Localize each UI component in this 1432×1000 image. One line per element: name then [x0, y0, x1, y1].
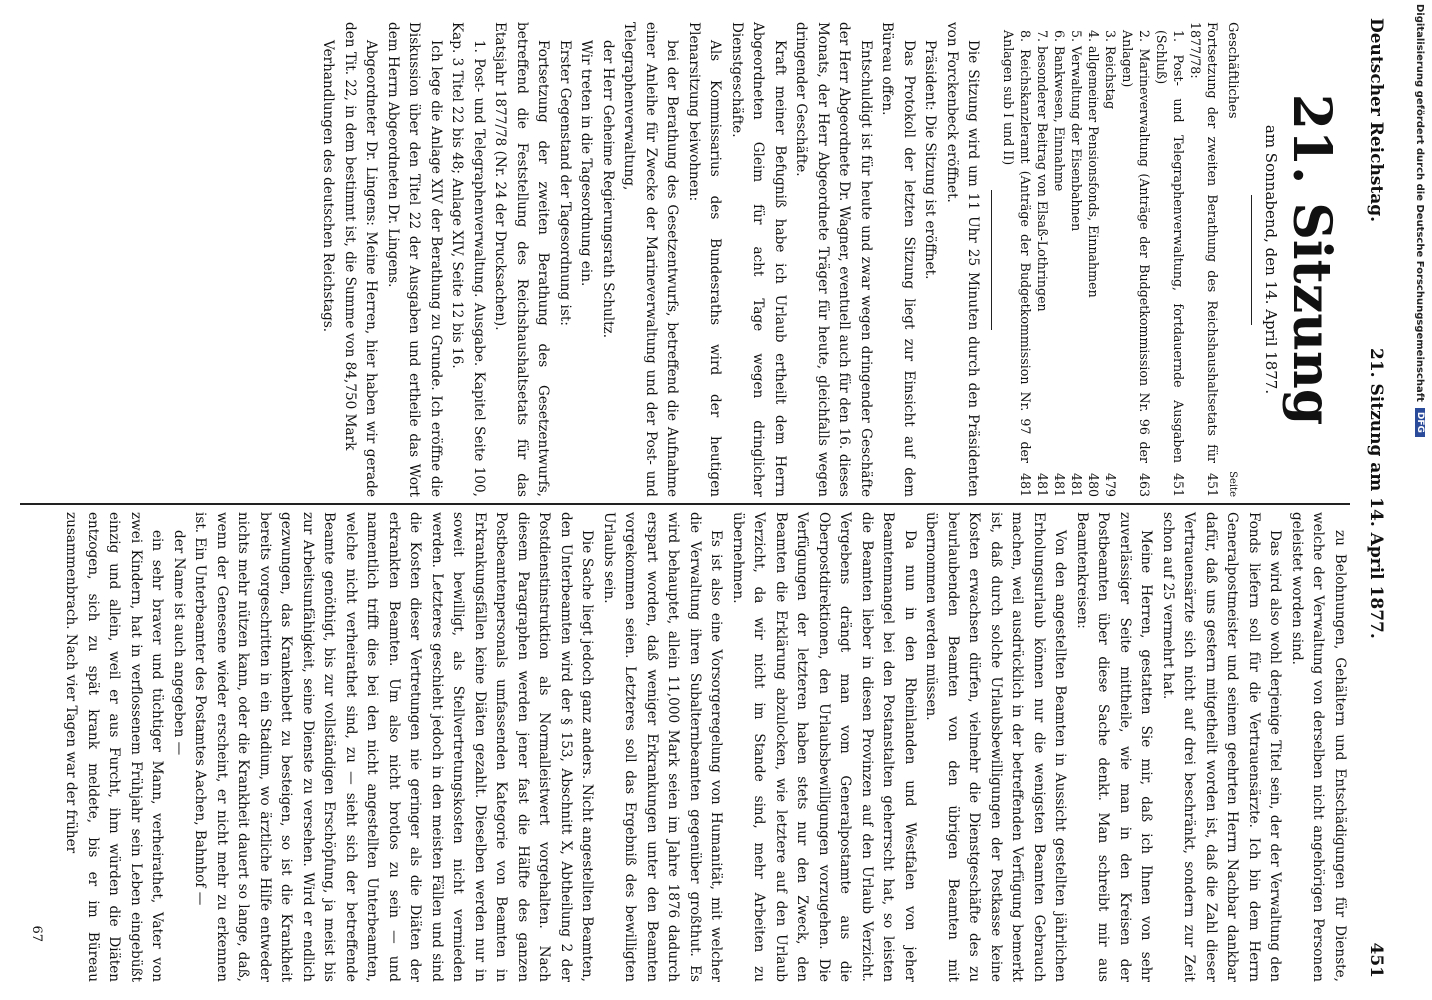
table-of-contents [1001, 22, 1244, 497]
contents-item-page: 481 [1069, 472, 1085, 497]
paragraph: Da nun in den Rheinlanden und Westfalen von jeher Beamtenmangel bei den Postanstalten geherrscht hat, so leisten die Beamten lieber in diesen Provinzen auf den Urlaub Verzicht. Vergebens drängt man vom Generalpostamte aus die Oberpostdirektionen, den Urlaubsbewilligungen vorzugehen. Die Verfügungen der letzteren haben stets nur den Zweck, den Beamten die Erklärung abzulocken, wie letztere auf den Urlaub Verzicht, da wir nicht im Stande sind, mehr Arbeiten zu übernehmen. [730, 512, 918, 982]
paragraph: zu Belohnungen, Gehältern und Entschädigungen für Dienste, welche der Verwaltung von derselben nicht angehörigen Personen geleistet worden sind. [1289, 512, 1348, 982]
paragraph: Es ist also eine Vorsorgeregelung von Humanität, mit welcher die Verwaltung ihren Subalternbeamten gegenüber großthut. Es wird behauptet, allein 11,000 Mark seien im Jahre 1876 dadurch erspart worden, daß weniger Erkrankungen unter den Beamten vorgekommen seien. Letzteres soll das Ergebniß des bewilligten Urlaubs sein. [601, 512, 725, 982]
digitization-credit [1408, 0, 1432, 1000]
header-page-number: 451 [1366, 942, 1386, 978]
paragraph: Wir treten in die Tagesordnung ein. [578, 40, 595, 287]
dfg-logo: DFG [1415, 408, 1425, 437]
paragraph: Verhandlungen des deutschen Reichstags. [320, 40, 337, 333]
contents-header [1222, 22, 1244, 497]
session-title: 21. Sitzung [1281, 93, 1342, 426]
contents-item-text: 5. Verwaltung der Eisenbahnen [1069, 30, 1085, 232]
paragraph: Abgeordneter Dr. Lingens: Meine Herren, hier haben wir gerade den Tit. 22, in dem bestimmt ist, die Summe von 84,750 Mark [342, 22, 380, 497]
paragraph: der Name ist auch angegeben — [171, 530, 187, 756]
left-column [20, 22, 1350, 497]
contents-item [1103, 22, 1120, 497]
contents-item-page: 481 [1052, 472, 1068, 497]
paragraph: Fortsetzung der zweiten Berathung des Gesetzentwurfs, betreffend die Feststellung des Reichshaushaltsetats für das Etatsjahr 1877/78 (Nr. 24 der Drucksachen). [492, 22, 552, 497]
paragraph: Kraft meiner Befugniß habe ich Urlaub ertheilt dem Herrn Abgeordneten Gleim für acht Tage wegen dringlicher Dienstgeschäfte. [729, 22, 788, 497]
contents-item-page: 480 [1086, 472, 1102, 497]
right-paragraphs [60, 512, 1350, 982]
header-publication: Deutscher Reichstag. [1366, 18, 1386, 223]
seite-label: Seite [1227, 471, 1238, 497]
contents-item-page: 451 [1171, 472, 1187, 497]
contents-item-text: 8. Reichskanzleramt (Anträge der Budgetkommission Nr. 97 der Anlagen sub I und II) [1001, 30, 1034, 463]
contents-item [1001, 22, 1035, 497]
contents-item-text: 4. allgemeiner Pensionsfonds, Einnahmen [1086, 30, 1102, 298]
contents-item [1069, 22, 1086, 497]
contents-item [1154, 22, 1188, 497]
paragraph: Erster Gegenstand der Tagesordnung ist: [557, 40, 573, 326]
paragraph: Präsident: Die Sitzung ist eröffnet. [922, 40, 939, 280]
paragraph: 1. Post- und Telegraphenverwaltung. Ausgabe. Kapitel Seite 100, Kap. 3 Titel 22 bis 48; Anlage XIV, Seite 12 bis 16. [449, 22, 487, 497]
contents-item-page: 481 [1018, 472, 1034, 497]
contents-item-page: 479 [1103, 472, 1119, 497]
contents-item [1035, 22, 1052, 497]
paragraph: Von den angestellten Beamten in Aussicht gestellten jährlichen Erholungsurlaub können nur die wenigsten Beamten Gebrauch machen, weil ausdrücklich in der betreffenden Verfügung bemerkt ist, daß durch solche Urlaubsbewilligungen der Postkasse keine Kosten erwachsen dürfen, vielmehr die Dienstgeschäfte des zu beurlaubenden Beamten von den übrigen Beamten mit übernommen werden müssen. [923, 512, 1069, 982]
paragraph: Die Sache liegt jedoch ganz anders. Nicht angestellten Beamten, den Unterbeamten wird der § 153, Abschnitt X, Abtheilung 2 der Postdienstinstruktion als Normalleistwert vorgehalten. Nach diesem Paragraphen werden jener fast die Hälfte des ganzen Postbeamtenpersonals umfassenden Kategorie von Beamten in Erkrankungsfällen keine Diäten gezahlt. Dieselben werden nur in soweit bewilligt, als Stellvertretungskosten nicht vermieden werden. Letzteres geschieht jedoch in den meisten Fällen und sind die Kosten dieser Vertretungen nie geringer als die Diäten der erkrankten Beamten. Um also nicht brotlos zu sein — und namentlich trifft dies bei den nicht angestellten Unterbeamten, welche nicht verheirathet sind, zu — sieht sich der betreffende Beamte genöthigt, bis zur vollständigen Erschöpfung, ja meist bis zur Arbeitsunfähigkeit, seine Dienste zu versehen. Wird er endlich gezwungen, das Krankenbett zu besteigen, so ist die Krankheit bereits vorgeschritten in ein Stadium, wo ärztliche Hilfe entweder nichts mehr nützen kann, oder die Krankheit dauert so lange, daß, wenn der Genesene wieder erscheint, er nicht mehr zu erkennen ist. Ein Unterbeamter des Postamtes Aachen, Bahnhof — [192, 512, 596, 982]
paragraph: Als Kommissarius des Bundesraths wird der heutigen Plenarsitzung beiwohnen: [686, 22, 724, 497]
right-column [20, 512, 1350, 982]
contents-intro: Fortsetzung der zweiten Berathung des Reichshaushaltsetats für 1877/78: [1188, 22, 1221, 463]
header-session: 21. Sitzung am 14. April 1877. [1366, 348, 1386, 639]
divider-rule [1251, 195, 1252, 325]
contents-item [1086, 22, 1103, 497]
paragraph: Die Sitzung wird um 11 Uhr 25 Minuten durch den Präsidenten von Forckenbeck eröffnet. [944, 22, 982, 497]
paragraph: der Herr Geheime Regierungsrath Schultz. [600, 40, 616, 339]
paragraph: Ich lege die Anlage XIV der Berathung zu Grunde. Ich eröffne die Diskussion über den Titel 22 der Ausgaben und ertheile das Wort dem Herrn Abgeordneten Dr. Lingens. [385, 22, 444, 497]
column-divider [20, 503, 1350, 505]
contents-item-text: 6. Bankwesen, Einnahme [1052, 30, 1068, 192]
contents-item-text: 2. Marineverwaltung (Anträge der Budgetkommission Nr. 96 der Anlagen) [1120, 30, 1153, 463]
contents-item-page: 481 [1035, 472, 1051, 497]
digitization-text: Digitalisierung gefördert durch die Deutsche Forschungsgemeinschaft [1414, 4, 1426, 402]
contents-list [1001, 22, 1188, 497]
paragraph: ein sehr braver und tüchtiger Mann, verheirathet, Vater von zwei Kindern, hat in verflossenem Frühjahr sein Leben eingebüßt einzig und allein, weil er aus Furcht, ihm würden die Diäten entzogen, sich zu spät krank meldete, bis er im Büreau zusammenbrach. Nach vier Tagen war der früher [63, 512, 166, 982]
paragraph: Meine Herren, gestatten Sie mir, daß ich Ihnen von sehr zuverlässiger Seite mittheile, wie man in den Kreisen der Postbeamten über diese Sache denkt. Man schreibt mir aus Beamtenkreisen: [1074, 512, 1155, 982]
contents-item-page: 463 [1137, 472, 1153, 497]
paragraph: Entschuldigt ist für heute und zwar wegen dringender Geschäfte der Herr Abgeordnete Dr. Wagner, eventuell auch für den 16. dieses Monats, der Herr Abgeordnete Träger für heute, gleichfalls wegen dringender Geschäfte. [793, 22, 874, 497]
contents-item-text: 7. besonderer Beitrag von Elsaß-Lothringen [1035, 30, 1051, 312]
contents-intro-row [1188, 22, 1222, 497]
paragraph: Das wird also wohl derjenige Titel sein, der der Verwaltung den Fonds liefern soll für die Vertrauensärzte. Ich bin dem Herrn Generalpostmeister und seinem geehrten Herrn Nachbar dankbar dafür, daß uns gestern mitgetheilt worden ist, daß die Zahl dieser Vertrauensärzte sich nicht auf drei beschränkt, sondern zur Zeit schon auf 25 vermehrt hat. [1160, 512, 1284, 982]
page-header [1354, 18, 1414, 978]
paragraph: bei der Berathung des Gesetzentwurfs, betreffend die Aufnahme einer Anleihe für Zwecke der Marineverwaltung und der Post- und Telegraphenverwaltung, [621, 22, 681, 497]
left-paragraphs [317, 22, 984, 497]
contents-item-text: 1. Post- und Telegraphenverwaltung, fortdauernde Ausgaben (Schluß) [1154, 30, 1187, 463]
contents-item-text: 3. Reichstag [1103, 30, 1119, 110]
sheet-number: 67 [29, 925, 45, 942]
contents-heading: Geschäftliches [1225, 22, 1240, 119]
session-date: am Sonnabend, den 14. April 1877. [1262, 124, 1280, 395]
contents-item [1120, 22, 1154, 497]
digitization-strip [1408, 0, 1432, 1000]
paragraph: Das Protokoll der letzten Sitzung liegt zur Einsicht auf dem Büreau offen. [879, 22, 917, 497]
divider-rule [992, 190, 993, 330]
contents-item [1052, 22, 1069, 497]
contents-intro-page: 451 [1205, 472, 1221, 497]
